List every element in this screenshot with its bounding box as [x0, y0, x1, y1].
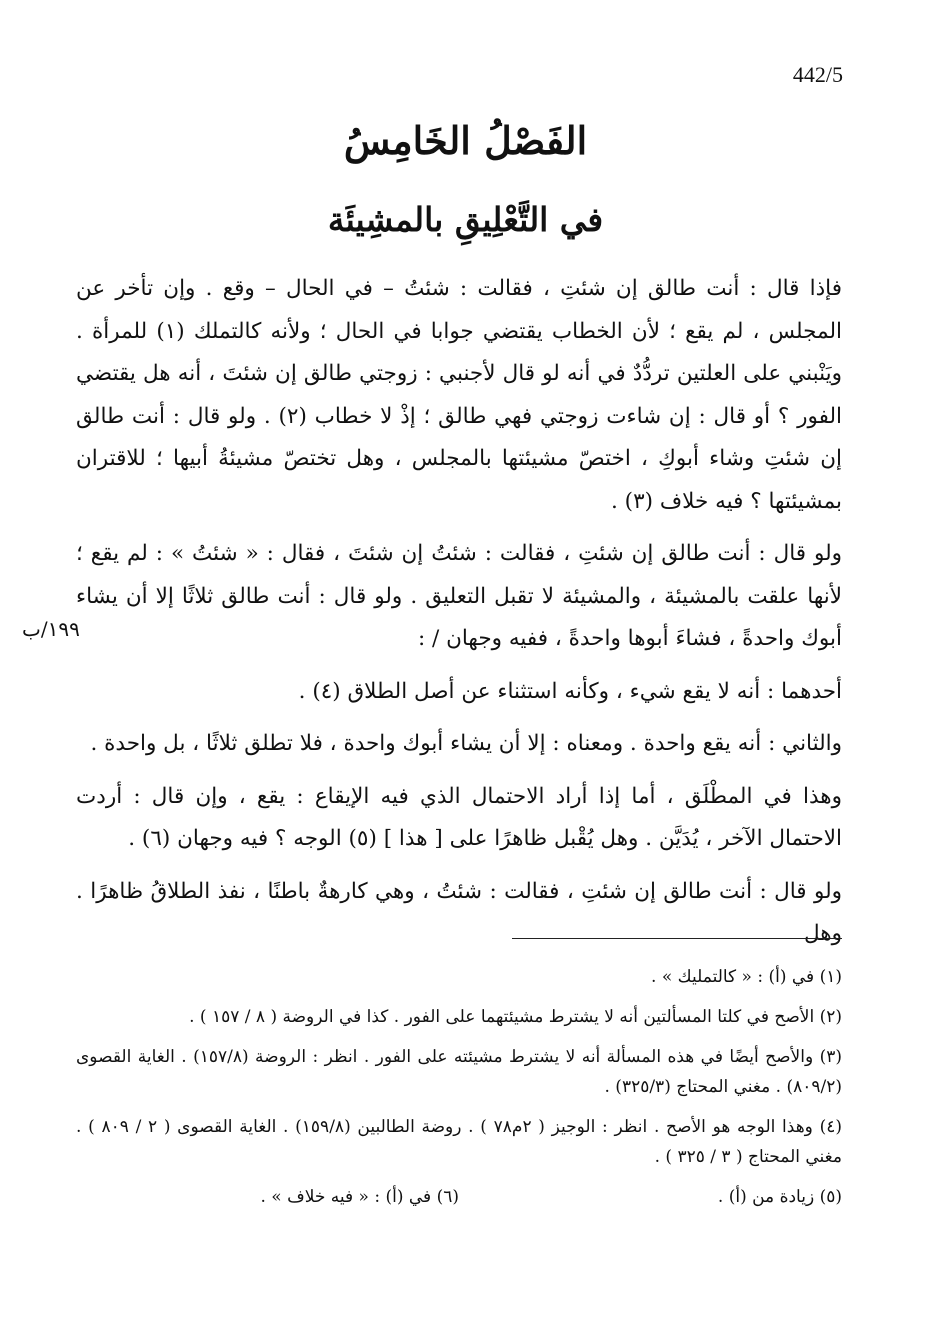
paragraph: وهذا في المطْلَق ، أما إذا أراد الاحتمال الذي فيه الإيقاع : يقع ، وإن قال : أردت الاحتمال الآخر ، يُدَيَّن . وهل يُقْبل ظاهرًا على [ هذا ] (٥) الوجه ؟ فيه وجهان (٦) . [76, 783, 842, 851]
main-text [76, 268, 842, 966]
paragraph: ولو قال : أنت طالق إن شئتِ ، فقالت : شئتُ إن شئتَ ، فقال : « شئتُ » : لم يقع ؛ لأنها علقت بالمشيئة ، والمشيئة لا تقبل التعليق . ولو قال : أنت طالق ثلاثًا إلا أن يشاء أبوك واحدةً ، فشاءَ أبوها واحدةً ، ففيه وجهان / : [76, 541, 842, 651]
footnotes [76, 962, 842, 1222]
paragraph: أحدهما : أنه لا يقع شيء ، وكأنه استثناء عن أصل الطلاق (٤) . [298, 678, 842, 704]
footnote: (٦) في (أ) : « فيه خلاف » . [260, 1187, 459, 1207]
footnote: (١) في (أ) : « كالتمليك » . [651, 967, 842, 987]
chapter-subtitle: في التَّعْلِيقِ بالمشِيئَة [327, 200, 604, 239]
footnote: (٢) الأصح في كلتا المسألتين أنه لا يشترط مشيئتهما على الفور . كذا في الروضة ( ٨ / ١٥٧ ) . [189, 1007, 842, 1027]
paragraph: فإذا قال : أنت طالق إن شئتِ ، فقالت : شئتُ – في الحال – وقع . وإن تأخر عن المجلس ، لم يقع ؛ لأن الخطاب يقتضي جوابا في الحال ؛ ولأنه كالتملك (١) للمرأة . ويَنْبني على العلتين تردُّدٌ في أنه لو قال لأجنبي : زوجتي طالق إن شئتَ ، أنه هل يقتضي الفور ؟ أو قال : إن شاءت زوجتي فهي طالق ؛ إذْ لا خطاب (٢) . ولو قال : أنت طالق إن شئتِ وشاء أبوكِ ، اختصّ مشيئتها بالمجلس ، وهل تختصّ مشيئةُ أبيها ؛ للاقتران بمشيئتها ؟ فيه خلاف (٣) . [76, 276, 842, 514]
paragraph: ولو قال : أنت طالق إن شئتِ ، فقالت : شئتُ ، وهي كارهةٌ باطنًا ، نفذ الطلاقُ ظاهرًا . وهل [76, 878, 842, 946]
footnote-row [76, 1182, 842, 1222]
footnote: (٤) وهذا الوجه هو الأصح . انظر : الوجيز ( ٢م٧٨ ) . روضة الطالبين (١٥٩/٨) . الغاية القصوى ( ٢ / ٨٠٩ ) . مغني المحتاج ( ٣ / ٣٢٥ ) . [76, 1117, 842, 1167]
page-number: 442/5 [792, 62, 843, 87]
footnote-divider [512, 938, 842, 939]
manuscript-folio-note: ١٩٩/ب [22, 617, 80, 641]
footnote: (٥) زيادة من (أ) . [717, 1187, 842, 1207]
chapter-title: الفَصْلُ الخَامِسُ [343, 118, 588, 163]
footnote: (٣) والأصح أيضًا في هذه المسألة أنه لا يشترط مشيئته على الفور . انظر : الروضة (١٥٧/٨) . الغاية القصوى (٨٠٩/٢) . مغني المحتاج (٣٢٥/٣) . [76, 1047, 843, 1097]
paragraph: والثاني : أنه يقع واحدة . ومعناه : إلا أن يشاء أبوك واحدة ، فلا تطلق ثلاثًا ، بل واحدة . [90, 731, 842, 756]
